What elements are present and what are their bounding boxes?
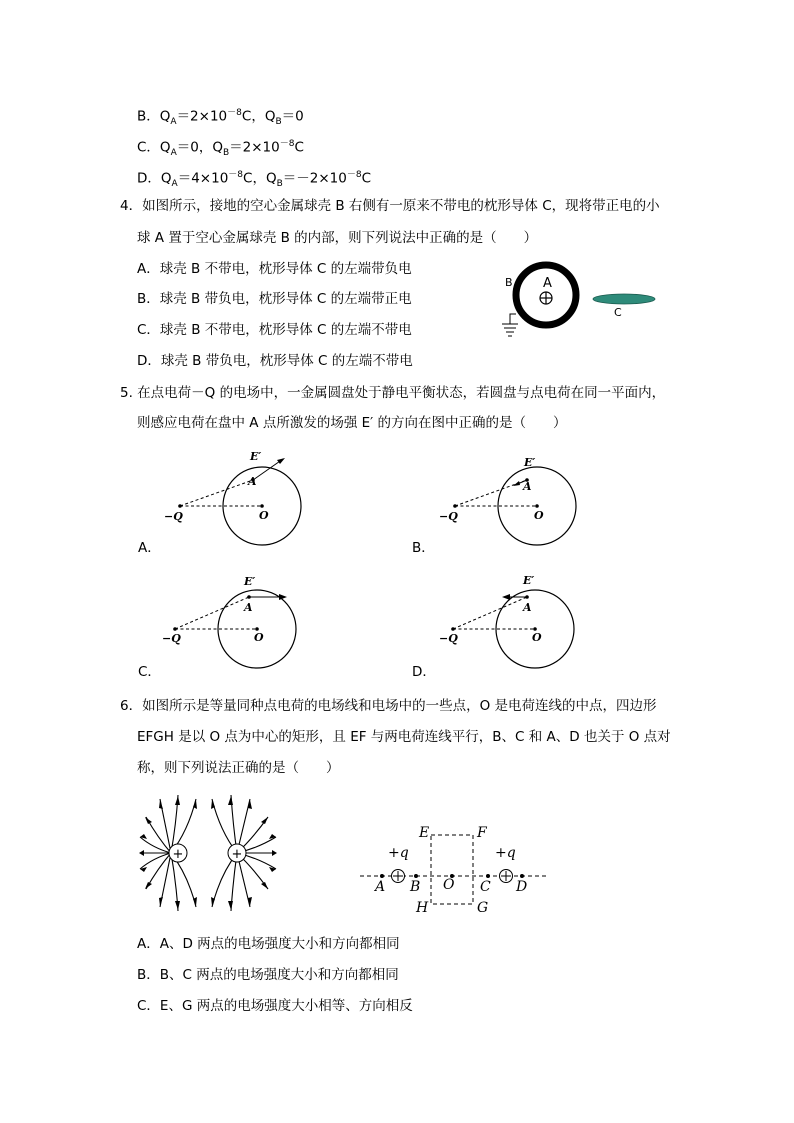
q5-figure-a (162, 447, 307, 553)
svg-text:A: A (523, 601, 532, 614)
option-b-prev: B．$Q_A=2\times 10^{-8}C$，$Q_B=0$ (137, 108, 304, 128)
option-d-prev: D．$Q_A=4\times 10^{-8}C$，$Q_B=-2\times 10^{-8}C$ (137, 170, 372, 190)
svg-text:A: A (523, 480, 532, 493)
svg-text:G: G (477, 900, 489, 916)
q6-option-c: C．E、G 两点的电场强度大小相等、方向相反 (137, 998, 413, 1014)
svg-text:−Q: −Q (162, 632, 181, 645)
field-lines-figure (138, 793, 278, 915)
q5-choice-d: D． (412, 664, 436, 680)
svg-text:E′: E′ (244, 575, 256, 588)
pillow-conductor-c (593, 294, 655, 304)
q6-option-a: A．A、D 两点的电场强度大小和方向都相同 (137, 936, 400, 952)
q5-figure-d (437, 569, 582, 675)
svg-text:−Q: −Q (439, 510, 458, 523)
svg-text:−Q: −Q (439, 632, 458, 645)
svg-text:O: O (534, 509, 544, 522)
q5-figure-c (160, 569, 305, 675)
svg-text:E: E (419, 825, 430, 841)
svg-text:A: A (248, 475, 257, 488)
svg-text:O: O (254, 631, 264, 644)
q5-choice-b: B． (412, 540, 435, 556)
svg-text:H: H (416, 900, 429, 916)
label-a: A (543, 276, 552, 291)
svg-text:O: O (259, 509, 269, 522)
svg-text:E′: E′ (250, 450, 262, 463)
svg-text:E′: E′ (524, 456, 536, 469)
q6-stem-line1: 6．如图所示是等量同种点电荷的电场线和电场中的一些点，O 是电荷连线的中点，四边形 (120, 698, 657, 714)
q5-figure-b (437, 447, 582, 553)
svg-text:O: O (443, 877, 455, 893)
label-b: B (505, 276, 513, 289)
label-c: C (614, 306, 622, 319)
svg-text:O: O (532, 631, 542, 644)
q6-stem-line3: 称，则下列说法正确的是（ ） (137, 760, 340, 776)
q4-option-b: B．球壳 B 带负电，枕形导体 C 的左端带正电 (137, 291, 412, 307)
q4-stem-line2: 球 A 置于空心金属球壳 B 的内部，则下列说法中正确的是（ ） (137, 230, 538, 246)
svg-text:C: C (480, 879, 491, 895)
ground-wire (510, 314, 516, 324)
q5-stem-line2: 则感应电荷在盘中 A 点所激发的场强 E′ 的方向在图中正确的是（ ） (137, 415, 567, 431)
q4-option-c: C．球壳 B 不带电，枕形导体 C 的左端不带电 (137, 322, 412, 338)
q4-option-d: D．球壳 B 带负电，枕形导体 C 的左端不带电 (137, 353, 413, 369)
q4-stem-line1: 4．如图所示，接地的空心金属球壳 B 右侧有一原来不带电的枕形导体 C，现将带正电的小 (120, 198, 660, 214)
q4-figure (488, 262, 668, 344)
q6-option-b: B．B、C 两点的电场强度大小和方向都相同 (137, 967, 399, 983)
svg-text:−Q: −Q (164, 510, 183, 523)
svg-text:+q: +q (388, 845, 409, 861)
svg-text:+q: +q (495, 845, 516, 861)
q4-option-a: A．球壳 B 不带电，枕形导体 C 的左端带负电 (137, 261, 412, 277)
option-c-prev: C．$Q_A=0$，$Q_B=2\times 10^{-8}C$ (137, 139, 304, 159)
svg-text:+: + (231, 847, 243, 862)
q5-choice-a: A． (138, 540, 161, 556)
svg-text:D: D (516, 879, 528, 895)
q5-choice-c: C． (138, 664, 161, 680)
svg-text:F: F (477, 825, 487, 841)
points-figure (358, 823, 548, 915)
svg-text:E′: E′ (523, 574, 535, 587)
q6-stem-line2: EFGH 是以 O 点为中心的矩形，且 EF 与两电荷连线平行，B、C 和 A、D 也关于 O 点对 (137, 729, 671, 745)
q5-stem-line1: 5. 在点电荷－Q 的电场中，一金属圆盘处于静电平衡状态，若圆盘与点电荷在同一平面内， (120, 385, 666, 401)
svg-text:B: B (410, 879, 421, 895)
svg-text:A: A (375, 879, 386, 895)
svg-text:+: + (172, 847, 184, 862)
svg-text:A: A (244, 601, 253, 614)
rectangle-efgh (431, 835, 473, 904)
